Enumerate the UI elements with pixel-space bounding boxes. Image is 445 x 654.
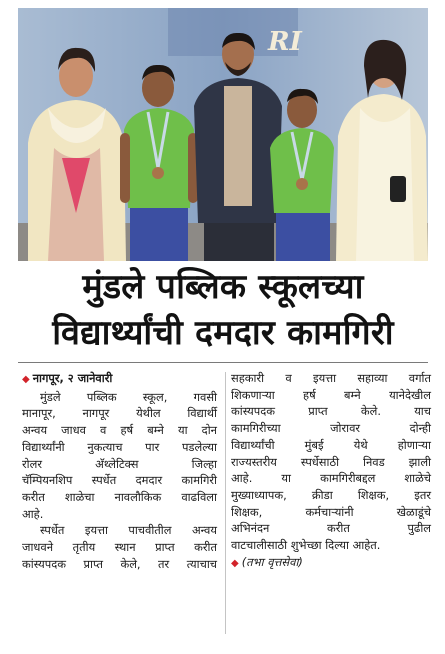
dateline-text: नागपूर, २ जानेवारी	[32, 371, 113, 385]
body-line: अभिनंदन करीत पुढील	[231, 521, 431, 536]
body-line: जाधवने तृतीय स्थान प्राप्त करीत	[22, 540, 217, 555]
body-line: रोलर अ‍ॅथ्लेटिक्स जिल्हा	[22, 456, 217, 471]
body-line: कांस्यपदक प्राप्त केले, तर त्याचाच	[22, 556, 217, 571]
headline-line-2: विद्यार्थ्यांची दमदार कामगिरी	[52, 313, 394, 353]
body-line: कामगिरीच्या जोरावर दोन्ही	[231, 421, 431, 436]
body-line: सहकारी व इयत्ता सहाव्या वर्गात	[231, 371, 431, 385]
body-line: मुंडले पब्लिक स्कूल, गवसी	[40, 389, 217, 404]
column-divider	[225, 372, 226, 634]
body-line: कांस्यपदक प्राप्त केले. याच	[231, 404, 431, 419]
photo-banner-text: RI	[268, 27, 302, 57]
article-photo	[18, 8, 428, 261]
article-left-column	[22, 370, 217, 572]
body-line: मुख्याध्यापक, क्रीडा शिक्षक, इतर	[231, 487, 431, 502]
body-line: करीत शाळेचा नावलौकिक वाढविला	[22, 489, 217, 504]
diamond-bullet-icon: ◆	[231, 557, 239, 569]
body-line: अन्वय जाधव व हर्ष बम्ने या दोन	[22, 423, 217, 438]
headline-rule	[18, 362, 428, 363]
body-line: राज्यस्तरीय स्पर्धेसाठी निवड झाली	[231, 454, 431, 469]
body-line: चॅम्पियनशिप स्पर्धेत दमदार कामगिरी	[22, 473, 217, 488]
credit-text: (तभा वृत्तसेवा)	[241, 554, 303, 569]
body-line: स्पर्धेत इयत्ता पाचवीतील अन्वय	[40, 523, 217, 538]
body-line: शिक्षक, कर्मचाऱ्यांनी खेळाडूंचे	[231, 504, 431, 519]
headline-line-1: मुंडले पब्लिक स्कूलच्या	[82, 267, 364, 307]
diamond-bullet-icon: ◆	[22, 374, 30, 385]
body-line: आहे.	[22, 506, 44, 521]
credit-line	[231, 554, 431, 573]
body-line: मानापूर, नागपूर येथील विद्यार्थी	[22, 406, 217, 421]
body-line: विद्यार्थ्यांनी नुकत्याच पार पडलेल्या	[22, 439, 217, 454]
photo-illustration	[18, 8, 428, 261]
body-line: विद्यार्थ्यांची मुंबई येथे होणाऱ्या	[231, 437, 431, 452]
body-line: आहे. या कामगिरीबद्दल शाळेचे	[231, 471, 431, 486]
body-line: शिकणाऱ्या हर्ष बम्ने यानेदेखील	[231, 387, 431, 402]
body-line: वाटचालीसाठी शुभेच्छा दिल्या आहेत.	[231, 538, 381, 553]
dateline	[22, 370, 217, 389]
article-right-column	[231, 370, 431, 572]
